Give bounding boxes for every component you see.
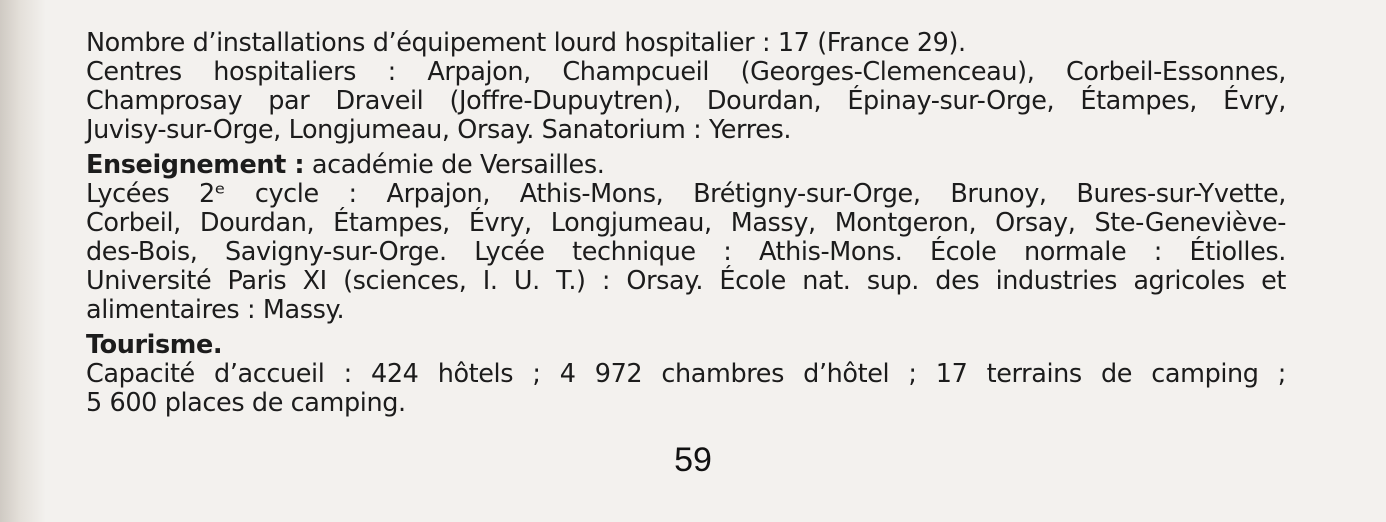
- tourism-line: 5 600 places de camping.: [86, 388, 406, 418]
- education-paragraph: [86, 151, 1286, 325]
- education-line: alimentaires : Massy.: [86, 295, 345, 325]
- education-line: des-Bois, Savigny-sur-Orge. Lycée technique : Athis-Mons. École normale : Étiolles.: [86, 237, 1286, 267]
- education-line: Lycées 2ᵉ cycle : Arpajon, Athis-Mons, Brétigny-sur-Orge, Brunoy, Bures-sur-Yvette,: [86, 179, 1286, 209]
- hospitals-paragraph: [86, 29, 1286, 145]
- tourism-paragraph: [86, 331, 1286, 418]
- education-academy: académie de Versailles.: [304, 150, 605, 180]
- education-heading: Enseignement :: [86, 150, 305, 180]
- hospitals-line: Nombre d’installations d’équipement lourd hospitalier : 17 (France 29).: [86, 28, 966, 58]
- hospitals-line: Champrosay par Draveil (Joffre-Dupuytren), Dourdan, Épinay-sur-Orge, Étampes, Évry,: [86, 86, 1286, 116]
- education-line: Université Paris XI (sciences, I. U. T.) : Orsay. École nat. sup. des industries agricoles et: [86, 266, 1286, 296]
- tourism-heading: Tourisme.: [86, 330, 223, 360]
- education-line: Corbeil, Dourdan, Étampes, Évry, Longjumeau, Massy, Montgeron, Orsay, Ste-Geneviève-: [86, 208, 1286, 238]
- page-number: 59: [674, 441, 712, 479]
- tourism-line: Capacité d’accueil : 424 hôtels ; 4 972 chambres d’hôtel ; 17 terrains de camping ;: [86, 359, 1286, 389]
- education-first-line: [86, 151, 1286, 180]
- hospitals-line: Juvisy-sur-Orge, Longjumeau, Orsay. Sanatorium : Yerres.: [86, 115, 792, 145]
- hospitals-line: Centres hospitaliers : Arpajon, Champcueil (Georges-Clemenceau), Corbeil-Essonnes,: [86, 57, 1286, 87]
- page-body: [86, 29, 1286, 418]
